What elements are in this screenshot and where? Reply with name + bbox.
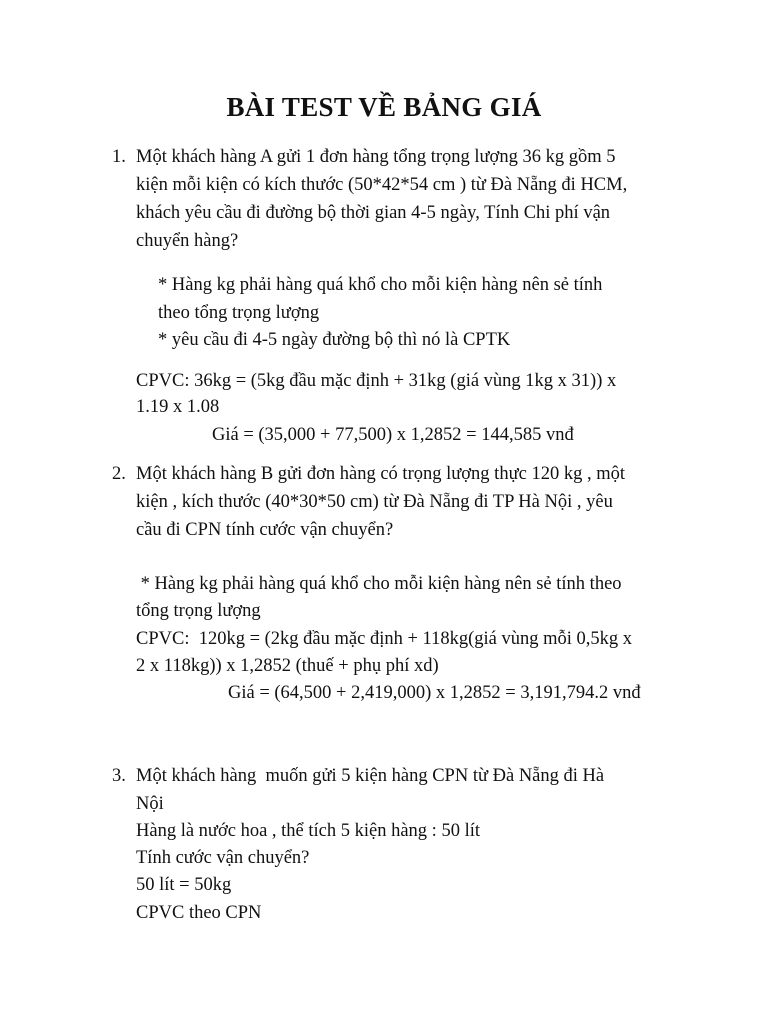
question-number: 1. [112,147,126,167]
question-text-line: Một khách hàng B gửi đơn hàng có trọng lượng thực 120 kg , một [136,464,625,484]
question-number: 3. [112,766,126,786]
calculation-line: CPVC: 120kg = (2kg đầu mặc định + 118kg(giá vùng mỗi 0,5kg x [136,629,633,649]
price-result: Giá = (35,000 + 77,500) x 1,2852 = 144,585 vnđ [212,425,574,445]
note-line: tổng trọng lượng [136,601,261,621]
note-line: * Hàng kg phải hàng quá khổ cho mỗi kiện hàng nên sẻ tính [158,275,603,295]
note-line: * Hàng kg phải hàng quá khổ cho mỗi kiện hàng nên sẻ tính theo [136,574,622,594]
question-number: 2. [112,464,126,484]
question-text-line: 50 lít = 50kg [136,875,232,895]
question-text-line: Tính cước vận chuyển? [136,848,310,868]
note-line: theo tổng trọng lượng [158,303,320,323]
question-text-line: cầu đi CPN tính cước vận chuyển? [136,520,394,540]
question-text-line: Nội [136,794,164,814]
question-text-line: kiện mỗi kiện có kích thước (50*42*54 cm ) từ Đà Nẵng đi HCM, [136,175,628,195]
calculation-line: 1.19 x 1.08 [136,397,220,417]
question-text-line: khách yêu cầu đi đường bộ thời gian 4-5 ngày, Tính Chi phí vận [136,203,611,223]
document-title: BÀI TEST VỀ BẢNG GIÁ [226,92,542,122]
price-result: Giá = (64,500 + 2,419,000) x 1,2852 = 3,191,794.2 vnđ [228,683,641,703]
calculation-line: CPVC: 36kg = (5kg đầu mặc định + 31kg (giá vùng 1kg x 31)) x [136,371,617,391]
note-line: * yêu cầu đi 4-5 ngày đường bộ thì nó là CPTK [158,330,511,350]
question-text-line: Một khách hàng A gửi 1 đơn hàng tổng trọng lượng 36 kg gồm 5 [136,147,616,167]
calculation-line: 2 x 118kg)) x 1,2852 (thuế + phụ phí xd) [136,656,439,676]
question-text-line: CPVC theo CPN [136,903,262,923]
question-text-line: Hàng là nước hoa , thể tích 5 kiện hàng : 50 lít [136,821,480,841]
question-text-line: kiện , kích thước (40*30*50 cm) từ Đà Nẵng đi TP Hà Nội , yêu [136,492,613,512]
question-text-line: Một khách hàng muốn gửi 5 kiện hàng CPN từ Đà Nẵng đi Hà [136,766,605,786]
question-text-line: chuyển hàng? [136,231,239,251]
